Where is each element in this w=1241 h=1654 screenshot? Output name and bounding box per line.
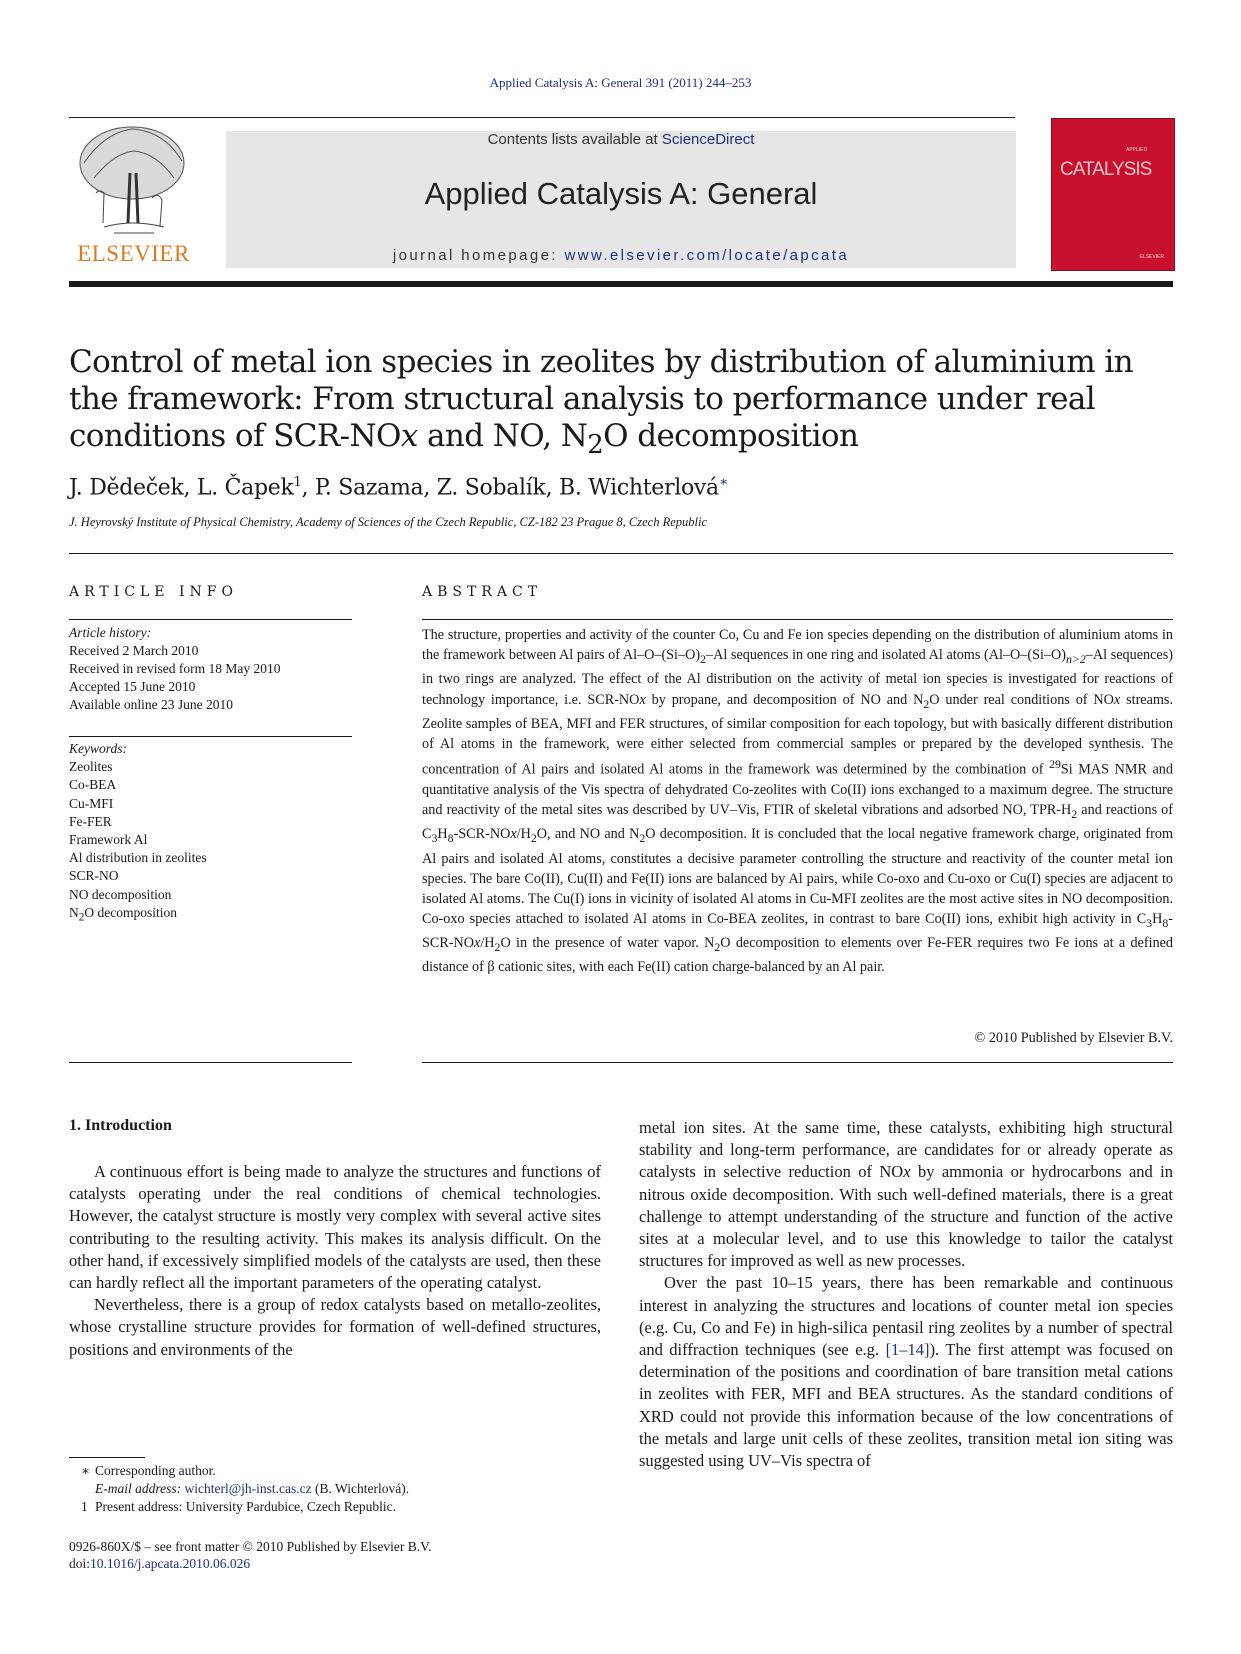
introduction-heading: 1. Introduction: [69, 1117, 172, 1134]
elsevier-wordmark: ELSEVIER: [77, 241, 190, 266]
keyword: Al distribution in zeolites: [69, 850, 207, 866]
sciencedirect-link[interactable]: ScienceDirect: [661, 131, 755, 148]
author-list: [69, 474, 728, 500]
author-names-1: J. Dědeček, L. Čapek: [69, 475, 294, 501]
paragraph: A continuous effort is being made to analyze the structures and functions of catalysts operating under the real conditions of chemical technologies. However, the catalyst structure is mostly very complex with several active sites contributing to the resulting activity. This makes its analysis difficult. On the other hand, if excessively simplified models of the catalysts are used, then these can hardly reflect all the important parameters of the operating catalyst.: [69, 1162, 601, 1293]
doi-link[interactable]: 10.1016/j.apcata.2010.06.026: [90, 1556, 251, 1571]
body-column-right: [639, 1117, 1173, 1472]
keyword: $N_2O$ decomposition: [69, 904, 177, 924]
journal-citation[interactable]: Applied Catalysis A: General 391 (2011) 244–253: [489, 75, 752, 90]
footnote-corresponding: ∗ Corresponding author.: [81, 1463, 216, 1478]
abstract-rule: [422, 619, 1173, 620]
reference-link[interactable]: [1–14]: [885, 1340, 930, 1360]
homepage-line: [226, 247, 1016, 264]
keyword: Cu-MFI: [69, 795, 114, 811]
footnote-mark: 1: [81, 1499, 88, 1514]
header-thick-rule: [69, 281, 1173, 287]
corresponding-author-mark[interactable]: ∗: [718, 474, 729, 490]
paragraph: Nevertheless, there is a group of redox catalysts based on metallo-zeolites, whose crystalline structure provides for formation of well-defined structures, positions and environments of the: [69, 1295, 601, 1359]
contents-prefix: Contents lists available at: [487, 131, 662, 148]
history-item: Received in revised form 18 May 2010: [69, 661, 281, 676]
cover-small-text: APPLIED: [1126, 147, 1148, 153]
keywords-label: Keywords:: [69, 741, 127, 756]
issn-doi: [69, 1538, 431, 1572]
keyword: Zeolites: [69, 759, 113, 775]
journal-title: Applied Catalysis A: General: [424, 176, 818, 211]
homepage-prefix: journal homepage:: [392, 247, 565, 264]
author-footnote-1[interactable]: 1: [293, 475, 302, 490]
cover-publisher: ELSEVIER: [1139, 254, 1164, 260]
footnote-address: 1 Present address: University Pardubice, Czech Republic.: [81, 1499, 397, 1514]
keyword: SCR-NO: [69, 868, 119, 884]
email-link[interactable]: wichterl@jh-inst.cas.cz: [184, 1481, 312, 1496]
article-info-end-rule: [69, 1062, 352, 1063]
footnote-email: E-mail address: wichterl@jh-inst.cas.cz (B. Wichterlová).: [95, 1481, 410, 1496]
history-item: Accepted 15 June 2010: [69, 679, 196, 694]
footnotes: [69, 1462, 601, 1516]
article-title: Control of metal ion species in zeolites by distribution of aluminium in the framework: From structural analysis to performance under real conditions of SCR-NOx and NO, $N_2O$ decomposition: [69, 344, 1134, 461]
keywords: [69, 740, 352, 927]
issn-line: 0926-860X/$ – see front matter © 2010 Published by Elsevier B.V.: [69, 1539, 432, 1554]
cover-title: CATALYSIS: [1060, 159, 1152, 180]
contents-line: [226, 131, 1016, 148]
homepage-link[interactable]: www.elsevier.com/locate/apcata: [564, 247, 850, 264]
history-item: Received 2 March 2010: [69, 643, 199, 658]
article-info-heading: ARTICLE INFO: [69, 584, 238, 600]
elsevier-logo: [68, 123, 199, 269]
abstract-heading: ABSTRACT: [422, 584, 543, 600]
footnote-rule: [69, 1457, 145, 1458]
footnote-mark: ∗: [81, 1463, 91, 1478]
keyword: Fe-FER: [69, 813, 112, 829]
keywords-rule: [69, 736, 352, 737]
article-info-rule: [69, 619, 352, 620]
history-item: Available online 23 June 2010: [69, 697, 233, 712]
author-names-2: , P. Sazama, Z. Sobalík, B. Wichterlová: [301, 475, 719, 501]
title-rule: [69, 553, 1173, 554]
abstract-text: The structure, properties and activity of the counter Co, Cu and Fe ion species depending on the distribution of aluminium atoms in the framework between Al pairs of $Al-O-(Si-O)_2-Al$ sequences in one ring and isolated Al atoms ($Al-O-(Si-O)_{n>2}-Al$ sequences) in two rings are analyzed. The effect of the Al distribution on the activity of metal ion species is investigated for reactions of technology importance, i.e. SCR-NOx by propane, and decomposition of NO and $N_2O$ under real conditions of NOx streams. Zeolite samples of BEA, MFI and FER structures, of similar composition for each topology, but with basically different distribution of Al atoms in the framework, were either selected from commercial samples or prepared by the developed synthesis. The concentration of Al pairs and isolated Al atoms in the framework was determined by the combination of $^{29}$Si MAS NMR and quantitative analysis of the Vis spectra of dehydrated Co-zeolites with Co(II) ions exchanged to a maximum degree. The structure and reactivity of the metal sites was described by UV–Vis, FTIR of skeletal vibrations and adsorbed NO, TPR-$H_2$ and reactions of $C_3H_8-SCR-NOx/H_2O$, and NO and $N_2O$ decomposition. It is concluded that the local negative framework charge, originated from Al pairs and isolated Al atoms, constitutes a decisive parameter controlling the structure and reactivity of the counter metal ion species. The bare Co(II), Cu(II) and Fe(II) ions are balanced by Al pairs, while Co-oxo and Cu-oxo or Cu(I) species are adjacent to isolated Al atoms. The Cu(I) ions in vicinity of isolated Al atoms in Cu-MFI zeolites are the most active sites in NO decomposition. Co-oxo species attached to isolated Al atoms in Co-BEA zeolites, in contrast to bare Co(II) ions, exhibit high activity in $C_3H_8-SCR-NOx/H_2O$ in the presence of water vapor. $N_2O$ decomposition to elements over Fe-FER requires two Fe ions at a defined distance of β cationic sites, with each Fe(II) cation charge-balanced by an Al pair.: [422, 627, 1174, 976]
keyword: Framework Al: [69, 832, 148, 848]
article-history: [69, 624, 352, 714]
keyword: Co-BEA: [69, 777, 117, 793]
paragraph: Over the past 10–15 years, there has been remarkable and continuous interest in analyzing the structures and locations of counter metal ion species (e.g. Cu, Co and Fe) in high-silica pentasil ring zeolites by a number of spectral and diffraction techniques (see e.g. [1–14]). The first attempt was focused on determination of the positions and coordination of bare transition metal cations in zeolites with FER, MFI and BEA structures. As the standard conditions of XRD could not provide this information because of the low concentrations of the metals and large unit cells of these zeolites, transition metal ion siting was suggested using UV–Vis spectra of: [639, 1273, 1174, 1471]
affiliation: J. Heyrovský Institute of Physical Chemistry, Academy of Sciences of the Czech Republic, CZ-182 23 Prague 8, Czech Republic: [69, 515, 708, 529]
history-label: Article history:: [69, 625, 152, 640]
body-column-left: [69, 1161, 601, 1361]
abstract-end-rule: [422, 1062, 1173, 1063]
elsevier-tree-icon: [74, 123, 192, 238]
abstract-copyright: © 2010 Published by Elsevier B.V.: [974, 1030, 1173, 1046]
header-rule: [69, 117, 1015, 118]
paragraph: metal ion sites. At the same time, these catalysts, exhibiting high structural stability and long-term performance, are candidates for or already operate as catalysts in selective reduction of NOx by ammonia or hydrocarbons and in nitrous oxide decomposition. With such well-defined materials, there is a great challenge to attempt understanding of the structure and function of the active sites at a molecular level, and to use this knowledge to tailor the catalyst structures for improved as well as new processes.: [639, 1118, 1173, 1271]
journal-cover: [1051, 118, 1175, 271]
doi-line: doi:10.1016/j.apcata.2010.06.026: [69, 1556, 251, 1571]
keyword: NO decomposition: [69, 886, 172, 902]
